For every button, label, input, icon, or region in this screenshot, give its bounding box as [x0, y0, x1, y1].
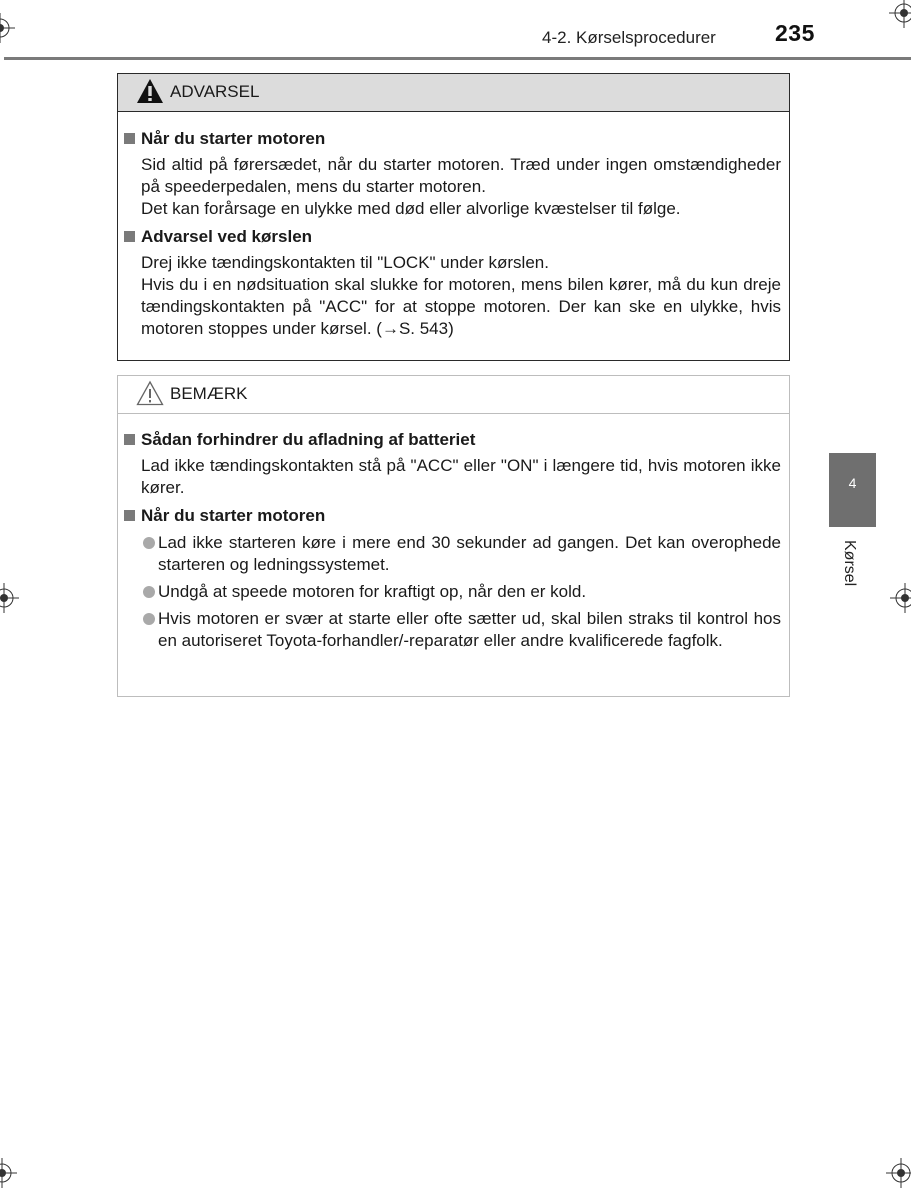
warning-section — [124, 128, 781, 220]
caution-triangle-icon — [136, 380, 164, 406]
circle-bullet-icon — [143, 613, 155, 625]
notice-box — [117, 375, 790, 697]
warning-box-body — [124, 128, 781, 346]
circle-bullet-icon — [143, 537, 155, 549]
list-item-text: Hvis motoren er svær at starte eller ofte sætter ud, skal bilen straks til kontrol hos en autoriseret Toyota-forhandler/-reparatør eller andre kvalificerede fagfolk. — [158, 609, 781, 650]
notice-section — [124, 505, 781, 652]
registration-mark-top-right-icon — [889, 0, 911, 28]
registration-mark-bottom-right-icon — [886, 1158, 911, 1188]
list-item-text: Undgå at speede motoren for kraftigt op, når den er kold. — [158, 582, 587, 601]
section-heading-text: Sådan forhindrer du afladning af batteriet — [141, 430, 476, 449]
paragraph: Det kan forårsage en ulykke med død eller alvorlige kvæstelser til følge. — [141, 199, 681, 218]
section-title: 4-2. Kørselsprocedurer — [542, 28, 716, 47]
paragraph: Sid altid på førersædet, når du starter motoren. Træd under ingen omstændigheder på speederpedalen, mens du starter motoren. — [141, 155, 781, 196]
list-item-text: Lad ikke starteren køre i mere end 30 sekunder ad gangen. Det kan overophede starteren og ledningssystemet. — [158, 533, 781, 574]
warning-triangle-icon — [136, 78, 164, 104]
section-heading-text: Når du starter motoren — [141, 129, 326, 148]
list-item — [124, 581, 781, 603]
section-heading — [124, 429, 781, 451]
warning-section — [124, 226, 781, 340]
warning-box — [117, 73, 790, 361]
paragraph: Drej ikke tændingskontakten til "LOCK" under kørslen. — [141, 253, 549, 272]
paragraph: Hvis du i en nødsituation skal slukke for motoren, mens bilen kører, må du kun dreje tændingskontakten på "ACC" for at stoppe motoren. Der kan ske en ulykke, hvis motoren stoppes under kørsel. (→S. 543) — [141, 275, 781, 338]
section-heading-text: Når du starter motoren — [141, 506, 326, 525]
section-heading — [124, 505, 781, 527]
chapter-number: 4 — [848, 475, 857, 491]
header-divider — [4, 57, 911, 60]
registration-mark-middle-left-icon — [0, 583, 19, 613]
list-item — [124, 608, 781, 652]
section-heading — [124, 128, 781, 150]
notice-box-header — [118, 376, 789, 414]
square-bullet-icon — [124, 231, 135, 242]
list-item — [124, 532, 781, 576]
notice-box-title: BEMÆRK — [170, 384, 248, 403]
square-bullet-icon — [124, 434, 135, 445]
section-heading — [124, 226, 781, 248]
notice-section — [124, 429, 781, 499]
section-heading-text: Advarsel ved kørslen — [141, 227, 313, 246]
paragraph: Lad ikke tændingskontakten stå på "ACC" eller "ON" i længere tid, hvis motoren ikke kører. — [141, 456, 781, 497]
registration-mark-bottom-left-icon — [0, 1158, 17, 1188]
registration-mark-top-left-icon — [0, 13, 15, 43]
page-number: 235 — [775, 20, 815, 46]
registration-mark-middle-right-icon — [890, 583, 911, 613]
warning-box-header — [118, 74, 789, 112]
chapter-label: Kørsel — [841, 540, 858, 587]
square-bullet-icon — [124, 510, 135, 521]
notice-box-body — [124, 429, 781, 658]
square-bullet-icon — [124, 133, 135, 144]
chapter-tab — [829, 453, 876, 527]
chapter-label-container — [836, 540, 860, 600]
warning-box-title: ADVARSEL — [170, 82, 260, 101]
circle-bullet-icon — [143, 586, 155, 598]
